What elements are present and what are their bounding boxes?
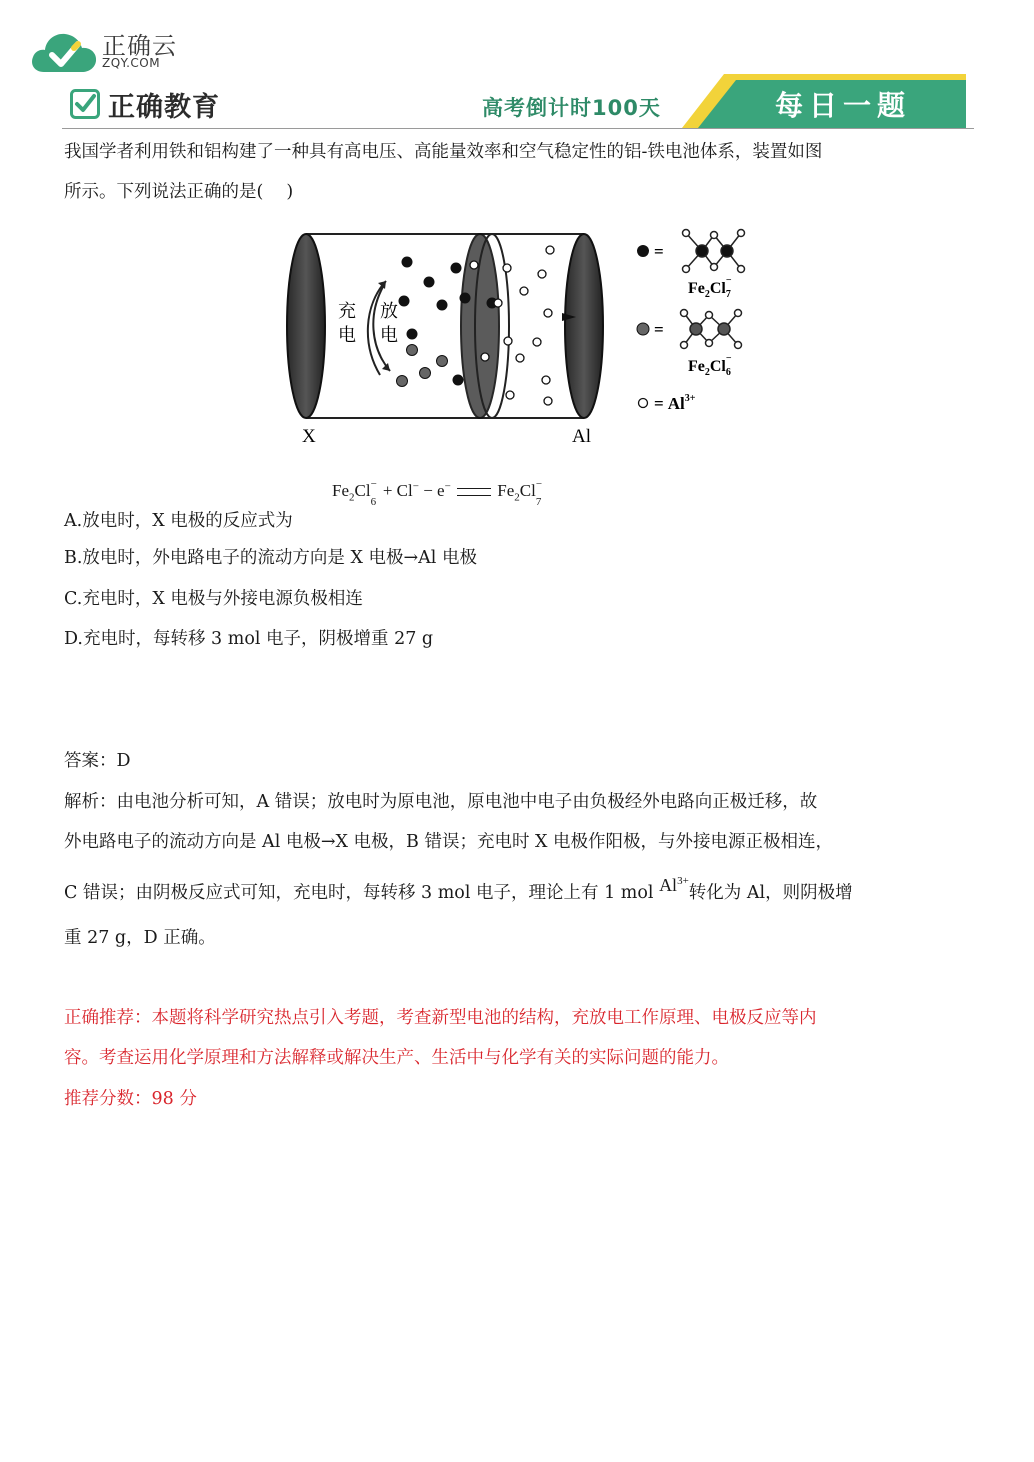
- svg-text:Fe2Cl7−: $Fe_2Cl_7-$: [688, 275, 732, 300]
- legend-eq-2: =: [654, 320, 664, 339]
- electrode-al: [565, 234, 603, 418]
- discharge-label-1: 放: [380, 301, 398, 322]
- analysis-line-3: C 错误；由阴极反应式可知，充电时，每转移 3 mol 电子，理论上有 1 mol $Al^{3+}$转化为 Al，则阴极增: [64, 875, 853, 903]
- legend-al: Al: [667, 394, 685, 413]
- option-a: A.放电时，X 电极的反应式为: [64, 511, 293, 531]
- legend-open-dot-icon: [639, 399, 648, 408]
- fe2cl6-structure-icon: [681, 310, 742, 349]
- cloud-check-icon: [30, 28, 100, 74]
- question-line-2: 所示。下列说法正确的是( ): [64, 182, 294, 202]
- analysis-line-1: 解析：由电池分析可知，A 错误；放电时为原电池，原电池中电子由负极经外电路向正极迁移，故: [64, 792, 818, 812]
- legend-eq-1: =: [654, 242, 664, 261]
- legend-fe-1: Fe: [688, 280, 705, 297]
- legend-solid-dot-icon: [637, 245, 649, 257]
- reaction-equation: $Fe_2Cl$ − 6 + Cl− − e− $Fe_2Cl$ − 7: [332, 478, 543, 508]
- fe2cl7-structure-icon: [683, 230, 745, 273]
- al-ion: Al: [659, 875, 678, 895]
- legend: [637, 230, 745, 414]
- equals-sign: [457, 488, 491, 496]
- legend-eq-3: =: [654, 394, 664, 413]
- fe2cl6-particles: [397, 345, 448, 387]
- zqy-logo: [30, 26, 190, 76]
- analysis-line-4: 重 27 g，D 正确。: [64, 928, 216, 948]
- discharge-label-2: 电: [380, 325, 398, 346]
- legend-fe-2: Fe: [688, 358, 705, 375]
- brand-name: 正确教育: [108, 91, 220, 123]
- check-box-icon: [70, 89, 100, 119]
- legend-grey-dot-icon: [637, 323, 649, 335]
- battery-diagram: [282, 225, 762, 450]
- question-line-1: 我国学者利用铁和铝构建了一种具有高电压、高能量效率和空气稳定性的铝-铁电池体系，装置如图: [64, 142, 823, 162]
- option-d: D.充电时，每转移 3 mol 电子，阴极增重 27 g: [64, 629, 434, 649]
- recommend-line-2: 容。考查运用化学原理和方法解释或解决生产、生活中与化学有关的实际问题的能力。: [64, 1048, 729, 1068]
- recommend-score: 推荐分数：98 分: [64, 1089, 197, 1109]
- charge-label-2: 电: [338, 325, 356, 346]
- logo-name: 正确云: [102, 32, 177, 60]
- electrode-al-label: Al: [572, 426, 591, 447]
- logo-domain: ZQY.COM: [102, 56, 161, 70]
- daily-title: 每日一题: [775, 89, 912, 122]
- svg-text:Fe2Cl6−: $Fe_2Cl_6-$: [688, 353, 732, 378]
- svg-text:=Al3+: = $Al^{3+}$: [654, 393, 696, 413]
- countdown-text: 高考倒计时100天: [482, 96, 661, 120]
- answer: 答案：D: [64, 751, 131, 771]
- electrode-x: [287, 234, 325, 418]
- analysis-line-2: 外电路电子的流动方向是 Al 电极→X 电极，B 错误；充电时 X 电极作阳极，与外接电源正极相连，: [64, 832, 834, 852]
- charge-label-1: 充: [338, 301, 356, 322]
- recommend-line-1: 正确推荐：本题将科学研究热点引入考题，考查新型电池的结构，充放电工作原理、电极反应等内: [64, 1008, 817, 1028]
- option-b: B.放电时，外电路电子的流动方向是 X 电极→Al 电极: [64, 548, 477, 568]
- brand: [70, 86, 220, 122]
- option-c: C.充电时，X 电极与外接电源负极相连: [64, 589, 363, 609]
- header-divider: [62, 128, 974, 129]
- electrode-x-label: X: [302, 426, 316, 447]
